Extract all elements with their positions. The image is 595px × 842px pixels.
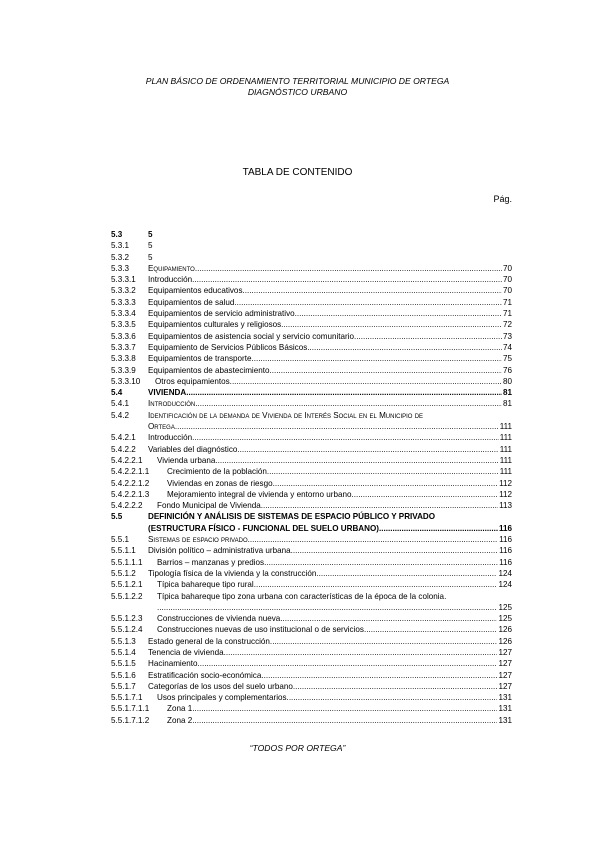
toc-entry-page: 131 <box>498 704 512 714</box>
toc-entry-number: 5.3.3.8 <box>111 354 136 364</box>
toc-entry-number: 5.5.1.7.1.2 <box>111 715 150 725</box>
toc-entry <box>111 703 512 714</box>
toc-entry-title: 5 <box>148 230 153 239</box>
toc-entry-page: 131 <box>498 693 512 703</box>
toc-entry-number: 5.3.3.5 <box>111 320 136 330</box>
toc-entry-page <box>153 229 154 240</box>
toc-leader-dots <box>250 534 498 545</box>
toc-entry <box>111 466 512 477</box>
toc-entry-number: 5.5.1.6 <box>111 670 136 680</box>
toc-entry-page <box>423 410 424 421</box>
toc-entry <box>111 432 512 443</box>
toc-leader-dots <box>254 353 502 364</box>
toc-leader-dots <box>198 398 502 409</box>
toc-entry-title: Introducción. <box>148 275 195 285</box>
toc-entry-page: 71 <box>502 309 512 319</box>
toc-leader-dots <box>194 715 497 726</box>
toc-leader-dots <box>280 613 497 624</box>
toc-entry-number: 5.5.1.2.2 <box>111 591 143 601</box>
toc-leader-dots <box>289 692 498 703</box>
toc-entry <box>111 715 512 726</box>
toc-entry-page: 75 <box>502 354 512 364</box>
toc-entry-page: 124 <box>498 580 512 590</box>
toc-leader-dots <box>186 387 502 398</box>
toc-entry-page: 70 <box>502 275 512 285</box>
toc-entry <box>111 319 512 330</box>
toc-entry-number: 5.5.1.2 <box>111 568 136 578</box>
toc-entry-title: 5 <box>148 241 153 251</box>
toc-leader-dots <box>310 342 502 353</box>
toc-entry-page: 73 <box>502 331 512 341</box>
toc-entry <box>111 591 512 602</box>
toc-entry <box>111 376 512 387</box>
toc-entry-title: Tipología física de la vivienda y la construcción. <box>148 568 319 578</box>
toc-entry-title: Introducción. <box>148 399 198 409</box>
toc-entry-title: 5 <box>148 252 153 262</box>
toc-entry <box>111 568 512 579</box>
toc-leader-dots <box>283 319 502 330</box>
toc-entry <box>111 613 512 624</box>
toc-entry <box>111 489 512 500</box>
toc-entry <box>111 579 512 590</box>
toc-entry-page: 111 <box>499 467 512 477</box>
toc-entry <box>111 240 512 251</box>
toc-entry-number: 5.5.1.5 <box>111 659 136 669</box>
toc-entry-title: Categorías de los usos del suelo urbano. <box>148 681 296 691</box>
toc-entry-number: 5.4.2.2.1.3 <box>111 489 150 499</box>
toc-entry-title: Vivienda urbana. <box>157 455 218 465</box>
toc-entry-title: Crecimiento de la población. <box>167 467 270 477</box>
toc-entry-number: 5.4.2 <box>111 410 130 420</box>
toc-entry-page <box>446 591 447 602</box>
toc-leader-dots <box>293 545 498 556</box>
toc-entry-number: 5.5.1.3 <box>111 636 136 646</box>
toc-entry-page <box>153 240 154 251</box>
toc-entry-page: 127 <box>498 659 512 669</box>
toc-entry-number: 5.5.1.7.1.1 <box>111 704 150 714</box>
toc-entry <box>111 670 512 681</box>
toc-entry-title: DEFINICIÓN Y ANÁLISIS DE SISTEMAS DE ESPACIO PÚBLICO Y PRIVADO <box>148 512 436 522</box>
toc-entry-page: 113 <box>499 501 512 511</box>
document-header-title: PLAN BÁSICO DE ORDENAMIENTO TERRITORIAL MUNICIPIO DE ORTEGA <box>145 76 450 86</box>
toc-entry-number: 5.4.2.2.1.2 <box>111 478 150 488</box>
toc-entry-number: 5.4.1 <box>111 399 130 409</box>
page-column-label: Pág. <box>493 194 512 204</box>
toc-title: TABLA DE CONTENIDO <box>242 167 353 178</box>
document-footer: “TODOS POR ORTEGA” <box>249 743 346 753</box>
toc-entry-title: Estado general de la construcción. <box>148 636 273 646</box>
toc-entry-number: 5.3.3 <box>111 263 130 273</box>
toc-entry-number: 5.3.3.10 <box>111 376 141 386</box>
toc-entry-title: Fondo Municipal de Vivienda. <box>157 501 264 511</box>
toc-entry-title: División político – administrativa urbana. <box>148 546 293 556</box>
toc-entry-number: 5.4.2.2.1.1 <box>111 467 150 477</box>
toc-entry-number: 5.4 <box>111 388 123 398</box>
toc-entry-title: Otros equipamientos. <box>155 376 232 386</box>
toc-entry-title: Zona 1. <box>167 704 195 714</box>
toc-entry <box>111 534 512 545</box>
toc-entry-title: Equipamientos de asistencia social y servicio comunitario. <box>148 331 357 341</box>
toc-entry-title: Construcciones de vivienda nueva <box>157 614 281 624</box>
toc-entry-title: Zona 2. <box>167 715 195 725</box>
toc-entry-number: 5.5.1.2.3 <box>111 614 143 624</box>
toc-leader-dots <box>232 376 502 387</box>
toc-entry-page: 72 <box>502 320 512 330</box>
toc-entry-page: 111 <box>499 433 512 443</box>
toc-leader-dots <box>297 308 502 319</box>
toc-entry-page: 111 <box>499 422 512 432</box>
toc-entry-number: 5.4.2.2.2 <box>111 501 143 511</box>
toc-entry-number: 5.3.1 <box>111 241 130 251</box>
toc-entry <box>111 285 512 296</box>
toc-entry-page: 81 <box>502 399 512 409</box>
toc-entry <box>111 398 512 409</box>
toc-entry <box>111 365 512 376</box>
toc-leader-dots <box>379 523 498 534</box>
toc-entry-title: Típica bahareque tipo zona urbana con características de la época de la colonia. <box>157 591 447 601</box>
toc-leader-dots <box>218 455 499 466</box>
toc-entry-title: Variables del diagnóstico. <box>148 444 240 454</box>
toc-entry <box>111 523 512 534</box>
toc-entry <box>111 692 512 703</box>
toc-entry-number: 5.3.3.2 <box>111 286 136 296</box>
toc-entry-title: Ortega. <box>148 422 178 432</box>
toc-entry <box>111 545 512 556</box>
toc-entry-title: Equipamientos educativos. <box>148 286 245 296</box>
toc-entry-number: 5.3.3.4 <box>111 309 136 319</box>
toc-leader-dots <box>256 579 498 590</box>
toc-entry-page: 76 <box>502 365 512 375</box>
toc-leader-dots <box>356 331 502 342</box>
toc-leader-dots <box>269 466 499 477</box>
toc-entry-page: 116 <box>498 523 512 533</box>
toc-entry-number: 5.5.1.1.1 <box>111 557 143 567</box>
toc-entry-title: Tenencia de vivienda. <box>148 647 226 657</box>
toc-entry-number: 5.5.1.1 <box>111 546 136 556</box>
toc-entry-number: 5.5.1.7.1 <box>111 693 143 703</box>
toc-leader-dots <box>319 568 498 579</box>
toc-entry-title: Equipamientos de abastecimiento. <box>148 365 272 375</box>
toc-entry <box>111 647 512 658</box>
toc-entry-title: Equipamientos culturales y religiosos. <box>148 320 284 330</box>
toc-entry-page: 70 <box>502 263 512 273</box>
toc-leader-dots <box>272 365 502 376</box>
toc-entry-number: 5.5 <box>111 512 123 522</box>
toc-entry-page: 111 <box>499 444 512 454</box>
toc-entry-title: Equipamientos de transporte. <box>148 354 254 364</box>
table-of-contents <box>111 229 512 726</box>
toc-entry <box>111 252 512 263</box>
toc-entry-number: 5.4.2.1 <box>111 433 136 443</box>
toc-entry-title: Hacinamiento. <box>148 659 200 669</box>
toc-entry-number: 5.4.2.2.1 <box>111 455 143 465</box>
toc-entry-number: 5.5.1 <box>111 535 130 545</box>
toc-leader-dots <box>226 647 498 658</box>
toc-leader-dots <box>354 489 498 500</box>
toc-leader-dots <box>157 602 497 613</box>
toc-leader-dots <box>194 432 498 443</box>
toc-entry-page: 126 <box>498 625 512 635</box>
toc-entry-page: 127 <box>498 647 512 657</box>
toc-entry-page <box>153 252 154 263</box>
toc-entry-title: (ESTRUCTURA FÍSICO - FUNCIONAL DEL SUELO URBANO) <box>148 523 379 533</box>
toc-entry <box>111 229 512 240</box>
toc-entry-page: 71 <box>502 297 512 307</box>
toc-entry-title: VIVIENDA <box>148 388 187 398</box>
toc-entry-page: 70 <box>502 286 512 296</box>
toc-entry <box>111 658 512 669</box>
toc-entry-number: 5.3.3.9 <box>111 365 136 375</box>
toc-entry-page: 126 <box>498 636 512 646</box>
toc-entry-title: Estratificación socio-económica. <box>148 670 264 680</box>
toc-entry-title: Mejoramiento integral de vivienda y entorno urbano. <box>167 489 354 499</box>
toc-leader-dots <box>194 703 497 714</box>
toc-entry-title: Equipamiento. <box>148 263 198 273</box>
toc-entry <box>111 421 512 432</box>
toc-entry <box>111 444 512 455</box>
toc-leader-dots <box>272 636 497 647</box>
toc-entry <box>111 511 512 522</box>
toc-entry <box>111 353 512 364</box>
toc-leader-dots <box>194 274 502 285</box>
toc-entry <box>111 624 512 635</box>
toc-leader-dots <box>275 478 498 489</box>
toc-entry-page: 125 <box>498 614 512 624</box>
toc-entry-page: 125 <box>498 602 512 612</box>
toc-entry-title: Viviendas en zonas de riesgo. <box>167 478 275 488</box>
toc-entry-page: 80 <box>502 376 512 386</box>
toc-entry <box>111 636 512 647</box>
toc-entry-title: Construcciones nuevas de uso institucional o de servicios. <box>157 625 367 635</box>
toc-entry-number: 5.5.1.7 <box>111 681 136 691</box>
toc-entry-title: Sistemas de espacio privado. <box>148 535 250 545</box>
toc-entry-title: Usos principales y complementarios. <box>157 693 289 703</box>
toc-entry-page <box>435 511 436 522</box>
document-header-subtitle: DIAGNÓSTICO URBANO <box>247 87 348 97</box>
toc-leader-dots <box>263 500 498 511</box>
toc-entry-title: Barrios – manzanas y predios. <box>157 557 267 567</box>
toc-entry-page: 127 <box>498 681 512 691</box>
toc-entry-page: 124 <box>498 568 512 578</box>
toc-entry-number: 5.3.3.1 <box>111 275 136 285</box>
toc-entry-title: Equipamientos de salud. <box>148 297 237 307</box>
toc-entry-number: 5.5.1.4 <box>111 647 136 657</box>
toc-leader-dots <box>200 658 498 669</box>
toc-entry-title: Equipamiento de Servicios Públicos Básicos. <box>148 342 310 352</box>
toc-entry <box>111 455 512 466</box>
toc-entry <box>111 297 512 308</box>
toc-entry-title: Equipamientos de servicio administrativo. <box>148 309 297 319</box>
toc-entry-title: Identificación de la demanda de Vivienda de Interés Social en el Municipio de <box>148 410 424 420</box>
toc-entry-title: Típica bahareque tipo rural. <box>157 580 256 590</box>
toc-leader-dots <box>177 421 499 432</box>
toc-entry-number: 5.5.1.2.4 <box>111 625 143 635</box>
toc-entry-number: 5.5.1.2.1 <box>111 580 143 590</box>
toc-entry <box>111 387 512 398</box>
toc-entry <box>111 263 512 274</box>
toc-entry-number: 5.3 <box>111 230 123 239</box>
toc-entry <box>111 410 512 421</box>
toc-entry-page: 111 <box>499 455 512 465</box>
toc-entry <box>111 500 512 511</box>
toc-leader-dots <box>366 624 497 635</box>
toc-entry <box>111 681 512 692</box>
toc-entry-page: 74 <box>502 342 512 352</box>
toc-entry <box>111 478 512 489</box>
toc-entry-number: 5.3.3.3 <box>111 297 136 307</box>
toc-entry-page: 112 <box>499 478 512 488</box>
toc-leader-dots <box>240 444 499 455</box>
toc-entry <box>111 342 512 353</box>
toc-entry-page: 127 <box>498 670 512 680</box>
toc-entry-page: 116 <box>499 535 512 545</box>
toc-entry-number: 5.3.2 <box>111 252 130 262</box>
toc-leader-dots <box>264 670 498 681</box>
toc-entry-page: 131 <box>498 715 512 725</box>
toc-entry <box>111 331 512 342</box>
toc-entry-page: 116 <box>499 557 512 567</box>
toc-entry-page: 116 <box>499 546 512 556</box>
toc-entry <box>111 602 512 613</box>
toc-entry-number: 5.4.2.2 <box>111 444 136 454</box>
toc-entry <box>111 274 512 285</box>
toc-entry <box>111 557 512 568</box>
toc-leader-dots <box>197 263 502 274</box>
toc-entry-number: 5.3.3.7 <box>111 342 136 352</box>
toc-leader-dots <box>245 285 502 296</box>
toc-entry <box>111 308 512 319</box>
toc-leader-dots <box>295 681 497 692</box>
toc-leader-dots <box>266 557 498 568</box>
toc-leader-dots <box>237 297 502 308</box>
toc-entry-title: Introducción. <box>148 433 195 443</box>
toc-entry-page: 112 <box>499 489 512 499</box>
toc-entry-page: 81 <box>502 388 512 398</box>
toc-entry-number: 5.3.3.6 <box>111 331 136 341</box>
